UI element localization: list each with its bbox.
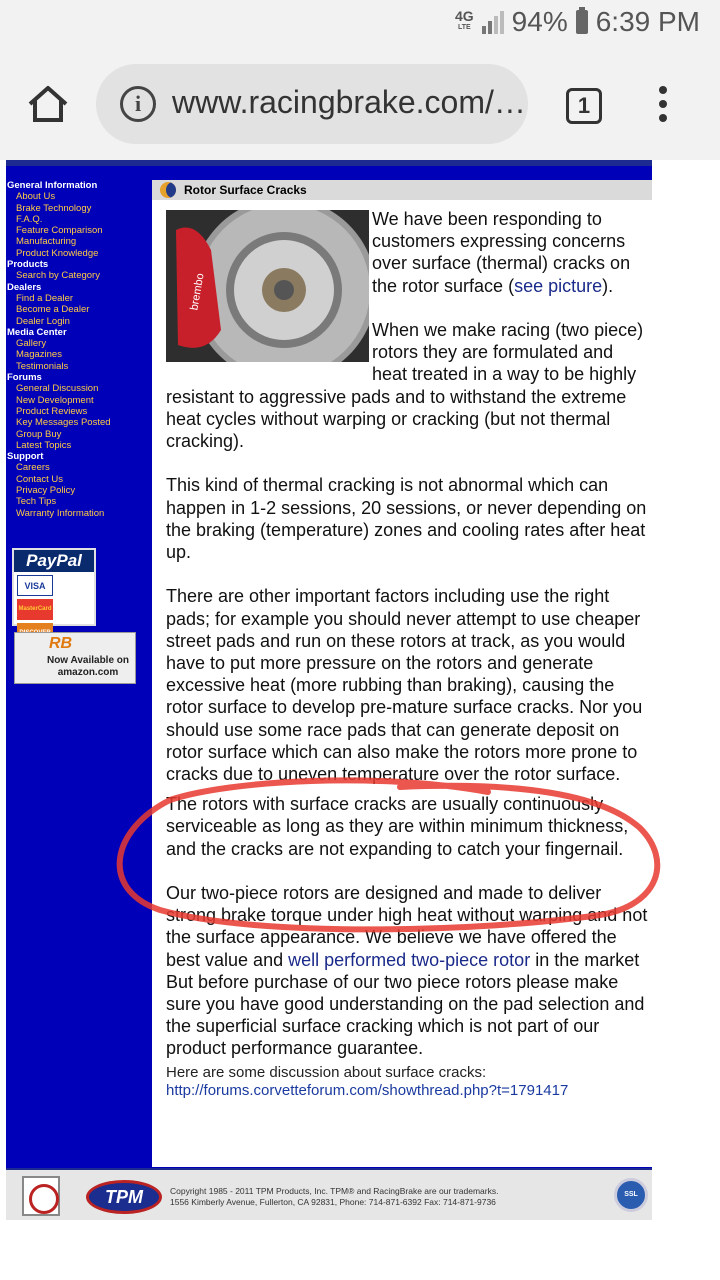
signal-icon <box>482 10 504 34</box>
moon-logo-icon <box>160 182 176 198</box>
ssl-seal-icon: SSL <box>614 1178 648 1212</box>
sidebar-link[interactable]: Magazines <box>16 349 62 361</box>
discussion-block <box>166 1064 652 1100</box>
racingbrake-logo: RB <box>49 635 73 652</box>
svg-text:brembo: brembo <box>188 272 207 312</box>
battery-icon <box>576 10 588 34</box>
article-panel <box>152 180 652 1167</box>
sidebar-link[interactable]: F.A.Q. <box>16 213 43 225</box>
sidebar-link[interactable]: Product Reviews <box>16 405 88 417</box>
paragraph-factors: There are other important factors including use the right pads; for example you should never attempt to use cheaper street pads and run on these rotors at track, as you would have to put more pressure on the rotors and generate excessive heat (more rubbing than braking), causing the rotor surface to develop pre-mature surface cracks. Nor you should use some race pads that can generate deposit on rotor surface which can also make the rotors more prone to cracks due to uneven temperature over the rotor surface. <box>166 586 643 785</box>
sidebar-heading: General Information <box>7 180 98 191</box>
sidebar-link[interactable]: About Us <box>16 191 56 203</box>
copyright-text: Copyright 1985 - 2011 TPM Products, Inc. TPM® and RacingBrake are our trademarks. 1556 Kimberly Avenue, Fullerton, CA 92831, Phone: 714-871-6392 Fax: 714-871-9736 <box>170 1186 499 1207</box>
sidebar-link[interactable]: Manufacturing <box>16 236 77 248</box>
sidebar-link[interactable]: Tech Tips <box>16 496 57 508</box>
status-bar <box>0 0 720 48</box>
browser-toolbar <box>0 48 720 160</box>
paragraph-serviceable: The rotors with surface cracks are usually continuously serviceable as long as they are within minimum thickness, and the cracks are not expanding to catch your fingernail. <box>166 794 629 859</box>
clock: 6:39 PM <box>595 6 700 37</box>
paragraph-formulation: When we make racing (two piece) rotors they are formulated and heat treated in a way to be highly resistant to aggressive pads and to withstand the extreme heat cycles without warping or cracking (but not thermal cracking). <box>166 320 644 452</box>
see-picture-link[interactable]: see picture <box>514 275 603 296</box>
tab-switcher-button[interactable]: 1 <box>566 88 602 124</box>
sidebar-link[interactable]: Feature Comparison <box>16 225 103 237</box>
network-indicator: 4G LTE <box>454 8 474 31</box>
sidebar-link[interactable]: Testimonials <box>16 360 69 372</box>
sidebar-heading: Products <box>7 259 49 271</box>
battery-percent: 94% <box>511 6 568 37</box>
sidebar-link[interactable]: Search by Category <box>16 270 100 282</box>
sidebar-link[interactable]: New Development <box>16 394 94 406</box>
article-body <box>166 208 652 1082</box>
sidebar-link[interactable]: Contact Us <box>16 473 63 485</box>
sidebar-link[interactable]: Become a Dealer <box>16 304 90 316</box>
sema-logo <box>22 1176 60 1216</box>
sidebar-heading: Forums <box>7 372 42 384</box>
tpm-logo: TPM <box>86 1180 162 1214</box>
sidebar-link[interactable]: Latest Topics <box>16 439 72 451</box>
sidebar-link[interactable]: Product Knowledge <box>16 247 99 259</box>
url-text[interactable]: www.racingbrake.com/… <box>172 84 526 120</box>
paragraph-two-piece: Our two-piece rotors are designed and made to deliver strong brake torque under high heat without warping and not the surface appearance. We believe we have offered the best value and well performed two-piece rotor in the market But before purchase of our two piece rotors please make sure you have good understanding on the pad selection and the superficial surface cracking which is not part of our product performance guarantee. <box>166 883 648 1059</box>
sidebar-link[interactable]: General Discussion <box>16 383 99 395</box>
sidebar-heading: Media Center <box>7 326 67 338</box>
web-page <box>0 160 720 1280</box>
mastercard-icon: MasterCard <box>17 599 53 620</box>
amazon-text: Now Available on amazon.com <box>46 655 130 678</box>
sidebar-nav <box>6 180 150 519</box>
paragraph-thermal-cracking: This kind of thermal cracking is not abnormal which can happen in 1-2 sessions, 20 sessions, or never depending on the braking (temperature) zones and cooling rates after heat up. <box>166 475 647 563</box>
sidebar-link[interactable]: Find a Dealer <box>16 292 74 304</box>
visa-card-icon: VISA <box>17 575 53 596</box>
discussion-label: Here are some discussion about surface cracks: <box>166 1064 487 1081</box>
info-icon[interactable]: i <box>120 86 156 122</box>
sidebar-link[interactable]: Gallery <box>16 338 47 350</box>
dot-icon <box>659 100 667 108</box>
sidebar-link[interactable]: Careers <box>16 462 50 474</box>
amazon-badge[interactable] <box>14 632 136 684</box>
address-bar[interactable] <box>96 64 528 144</box>
dot-icon <box>659 86 667 94</box>
home-icon <box>26 84 70 124</box>
home-button[interactable] <box>26 84 70 124</box>
forum-link[interactable]: http://forums.corvetteforum.com/showthread.php?t=1791417 <box>166 1082 569 1099</box>
dot-icon <box>659 114 667 122</box>
paypal-logo: PayPal <box>14 550 94 572</box>
paypal-badge[interactable] <box>12 548 96 626</box>
sidebar-heading: Support <box>7 451 44 463</box>
sidebar-link[interactable]: Group Buy <box>16 428 62 440</box>
sidebar-link[interactable]: Brake Technology <box>16 202 92 214</box>
sidebar-heading: Dealers <box>7 281 42 293</box>
sidebar-link[interactable]: Dealer Login <box>16 315 70 327</box>
article-title-bar <box>152 180 652 200</box>
sidebar-link[interactable]: Key Messages Posted <box>16 417 111 429</box>
paragraph-intro: We have been responding to customers expressing concerns over surface (thermal) cracks on the rotor surface (see picture). <box>372 209 631 296</box>
sidebar-link[interactable]: Warranty Information <box>16 507 105 519</box>
more-menu-button[interactable] <box>656 86 670 126</box>
article-title: Rotor Surface Cracks <box>184 183 307 197</box>
sidebar-link[interactable]: Privacy Policy <box>16 485 76 497</box>
two-piece-rotor-link[interactable]: well performed two-piece rotor <box>288 949 531 970</box>
site-footer <box>6 1168 652 1220</box>
